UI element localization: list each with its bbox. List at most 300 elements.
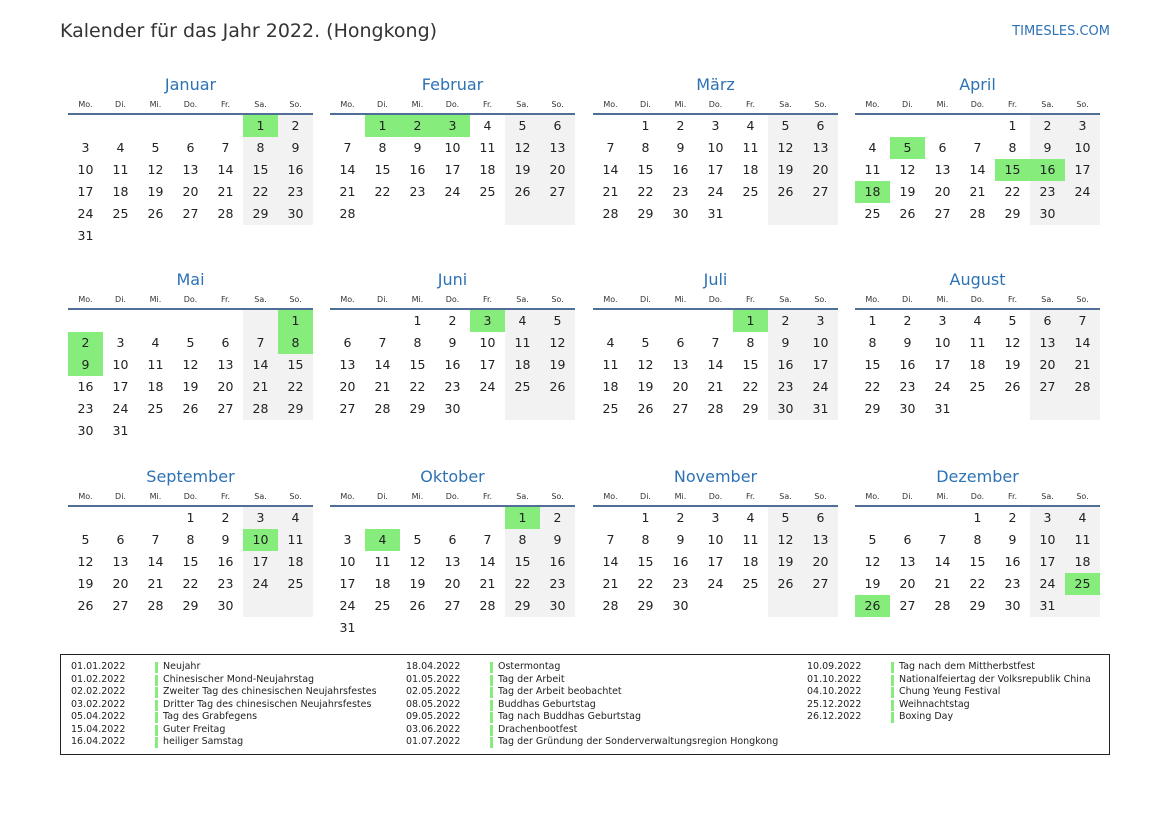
day-cell: 30 — [672, 598, 689, 613]
weekday-label: Di. — [902, 295, 913, 304]
weekday-label: Mo. — [78, 100, 93, 109]
day-cell: 24 — [112, 401, 129, 416]
legend-marker — [155, 712, 158, 723]
day-cell: 3 — [256, 510, 265, 525]
holiday-day: 8 — [278, 332, 313, 354]
day-cell: 4 — [746, 118, 755, 133]
day-cell: 30 — [549, 598, 566, 613]
day-cell: 17 — [1039, 554, 1056, 569]
day-cell: 8 — [256, 140, 265, 155]
day-cell: 25 — [969, 379, 986, 394]
day-cell: 22 — [252, 184, 269, 199]
weekday-label: Do. — [970, 100, 985, 109]
day-cell: 20 — [672, 379, 689, 394]
day-cell: 23 — [1039, 184, 1056, 199]
day-cell: 15 — [182, 554, 199, 569]
weekday-label: Mo. — [603, 100, 618, 109]
day-cell: 8 — [1008, 140, 1017, 155]
weekday-label: Mi. — [149, 492, 162, 501]
month-september — [68, 467, 313, 657]
day-cell: 13 — [444, 554, 461, 569]
day-cell: 7 — [151, 532, 160, 547]
day-cell: 6 — [116, 532, 125, 547]
legend-date: 01.05.2022 — [406, 673, 461, 685]
day-cell: 3 — [116, 335, 125, 350]
day-cell: 13 — [672, 357, 689, 372]
day-cell: 31 — [77, 228, 94, 243]
day-cell: 28 — [147, 598, 164, 613]
day-cell: 4 — [116, 140, 125, 155]
day-cell: 22 — [637, 576, 654, 591]
day-cell: 26 — [514, 184, 531, 199]
month-juni — [330, 270, 575, 460]
day-cell: 18 — [742, 162, 759, 177]
day-cell: 25 — [864, 206, 881, 221]
day-cell: 21 — [339, 184, 356, 199]
day-cell: 3 — [938, 313, 947, 328]
day-cell: 15 — [969, 554, 986, 569]
day-cell: 12 — [777, 140, 794, 155]
day-cell: 19 — [1004, 357, 1021, 372]
day-cell: 13 — [1039, 335, 1056, 350]
day-cell: 16 — [777, 357, 794, 372]
day-cell: 15 — [637, 554, 654, 569]
day-cell: 5 — [518, 118, 527, 133]
day-cell: 10 — [339, 554, 356, 569]
day-cell: 11 — [479, 140, 496, 155]
day-cell: 26 — [549, 379, 566, 394]
day-cell: 6 — [938, 140, 947, 155]
brand-link[interactable]: TIMESLES.COM — [1012, 24, 1110, 39]
weekday-label: So. — [551, 295, 564, 304]
day-cell: 4 — [151, 335, 160, 350]
month-juli — [593, 270, 838, 460]
day-cell: 27 — [444, 598, 461, 613]
day-cell: 1 — [641, 118, 650, 133]
day-cell: 19 — [777, 554, 794, 569]
holiday-day: 2 — [400, 115, 435, 137]
day-cell: 6 — [676, 335, 685, 350]
day-cell: 15 — [287, 357, 304, 372]
day-cell: 22 — [637, 184, 654, 199]
day-cell: 9 — [553, 532, 562, 547]
day-cell: 26 — [899, 206, 916, 221]
day-cell: 15 — [514, 554, 531, 569]
day-cell: 11 — [514, 335, 531, 350]
day-cell: 13 — [217, 357, 234, 372]
weekday-label: Di. — [115, 100, 126, 109]
weekday-label: Mi. — [936, 295, 949, 304]
day-cell: 19 — [77, 576, 94, 591]
day-cell: 28 — [969, 206, 986, 221]
day-cell: 12 — [637, 357, 654, 372]
day-cell: 7 — [606, 140, 615, 155]
weekday-label: Di. — [640, 100, 651, 109]
day-cell: 29 — [969, 598, 986, 613]
weekday-label: Mo. — [865, 492, 880, 501]
weekday-label: Sa. — [1041, 492, 1054, 501]
day-cell: 25 — [602, 401, 619, 416]
day-cell: 25 — [742, 184, 759, 199]
weekday-label: Mi. — [936, 100, 949, 109]
day-cell: 3 — [81, 140, 90, 155]
day-cell: 20 — [112, 576, 129, 591]
day-cell: 14 — [252, 357, 269, 372]
day-cell: 12 — [514, 140, 531, 155]
legend-name: Tag der Arbeit — [498, 673, 565, 685]
weekday-label: So. — [289, 295, 302, 304]
weekday-label: So. — [1076, 492, 1089, 501]
weekday-label: Sa. — [254, 295, 267, 304]
weekday-label: Mo. — [340, 295, 355, 304]
day-cell: 3 — [711, 118, 720, 133]
day-cell: 7 — [1078, 313, 1087, 328]
legend-date: 01.02.2022 — [71, 673, 126, 685]
day-cell: 19 — [637, 379, 654, 394]
legend-date: 25.12.2022 — [807, 698, 862, 710]
day-cell: 30 — [1039, 206, 1056, 221]
day-cell: 27 — [672, 401, 689, 416]
day-cell: 28 — [339, 206, 356, 221]
day-cell: 16 — [1004, 554, 1021, 569]
month-februar — [330, 75, 575, 265]
weekday-label: Mo. — [865, 100, 880, 109]
day-cell: 7 — [483, 532, 492, 547]
day-cell: 21 — [707, 379, 724, 394]
weekday-label: Sa. — [254, 100, 267, 109]
legend-name: Dritter Tag des chinesischen Neujahrsfestes — [163, 698, 372, 710]
day-cell: 12 — [77, 554, 94, 569]
day-cell: 19 — [182, 379, 199, 394]
day-cell: 29 — [637, 598, 654, 613]
day-cell: 14 — [602, 162, 619, 177]
day-cell: 2 — [1008, 510, 1017, 525]
day-cell: 21 — [1074, 357, 1091, 372]
day-cell: 17 — [707, 162, 724, 177]
month-april — [855, 75, 1100, 265]
day-cell: 9 — [221, 532, 230, 547]
weekday-label: Fr. — [482, 492, 493, 501]
weekday-label: Do. — [708, 100, 723, 109]
day-cell: 22 — [864, 379, 881, 394]
weekday-label: Do. — [183, 295, 198, 304]
day-cell: 4 — [606, 335, 615, 350]
day-cell: 29 — [742, 401, 759, 416]
day-cell: 4 — [746, 510, 755, 525]
day-cell: 12 — [409, 554, 426, 569]
legend-date: 05.04.2022 — [71, 711, 126, 722]
day-cell: 31 — [112, 423, 129, 438]
day-cell: 3 — [816, 313, 825, 328]
day-cell: 21 — [217, 184, 234, 199]
day-cell: 14 — [707, 357, 724, 372]
legend-name: Boxing Day — [899, 711, 954, 722]
day-cell: 5 — [781, 510, 790, 525]
month-name: Oktober — [420, 467, 485, 486]
legend-name: Tag nach dem Mittherbstfest — [899, 661, 1035, 672]
day-cell: 3 — [1078, 118, 1087, 133]
day-cell: 20 — [217, 379, 234, 394]
legend-marker — [490, 662, 493, 673]
legend-name: Chung Yeung Festival — [899, 686, 1001, 697]
day-cell: 19 — [899, 184, 916, 199]
day-cell: 8 — [186, 532, 195, 547]
day-cell: 28 — [602, 598, 619, 613]
legend-marker — [155, 725, 158, 736]
day-cell: 23 — [77, 401, 94, 416]
day-cell: 20 — [1039, 357, 1056, 372]
day-cell: 22 — [182, 576, 199, 591]
month-dezember — [855, 467, 1100, 657]
day-cell: 16 — [217, 554, 234, 569]
day-cell: 3 — [711, 510, 720, 525]
day-cell: 14 — [602, 554, 619, 569]
day-cell: 12 — [864, 554, 881, 569]
day-cell: 5 — [413, 532, 422, 547]
day-cell: 24 — [707, 184, 724, 199]
day-cell: 18 — [969, 357, 986, 372]
day-cell: 8 — [413, 335, 422, 350]
day-cell: 25 — [287, 576, 304, 591]
day-cell: 29 — [409, 401, 426, 416]
day-cell: 14 — [374, 357, 391, 372]
day-cell: 13 — [812, 532, 829, 547]
legend-date: 18.04.2022 — [406, 661, 461, 672]
day-cell: 12 — [182, 357, 199, 372]
weekday-label: Di. — [377, 295, 388, 304]
day-cell: 23 — [777, 379, 794, 394]
weekday-label: Mi. — [411, 295, 424, 304]
day-cell: 23 — [287, 184, 304, 199]
day-cell: 17 — [444, 162, 461, 177]
legend-marker — [490, 737, 493, 748]
legend-marker — [891, 712, 894, 723]
day-cell: 17 — [707, 554, 724, 569]
day-cell: 30 — [899, 401, 916, 416]
day-cell: 18 — [514, 357, 531, 372]
day-cell: 6 — [1043, 313, 1052, 328]
day-cell: 19 — [409, 576, 426, 591]
legend-date: 01.07.2022 — [406, 736, 461, 747]
day-cell: 22 — [374, 184, 391, 199]
legend-date: 01.01.2022 — [71, 661, 126, 672]
day-cell: 29 — [1004, 206, 1021, 221]
weekday-label: Fr. — [1007, 492, 1018, 501]
weekday-label: Mo. — [603, 492, 618, 501]
day-cell: 27 — [217, 401, 234, 416]
weekday-label: Fr. — [745, 295, 756, 304]
day-cell: 17 — [252, 554, 269, 569]
day-cell: 4 — [483, 118, 492, 133]
day-cell: 24 — [1039, 576, 1056, 591]
day-cell: 18 — [112, 184, 129, 199]
day-cell: 27 — [934, 206, 951, 221]
day-cell: 3 — [1043, 510, 1052, 525]
day-cell: 22 — [287, 379, 304, 394]
day-cell: 11 — [742, 532, 759, 547]
legend-marker — [155, 675, 158, 686]
day-cell: 24 — [444, 184, 461, 199]
day-cell: 13 — [549, 140, 566, 155]
day-cell: 27 — [812, 576, 829, 591]
day-cell: 5 — [151, 140, 160, 155]
day-cell: 7 — [973, 140, 982, 155]
day-cell: 5 — [553, 313, 562, 328]
weekday-label: Mo. — [340, 492, 355, 501]
day-cell: 15 — [742, 357, 759, 372]
day-cell: 14 — [969, 162, 986, 177]
weekday-label: Mo. — [78, 295, 93, 304]
day-cell: 24 — [339, 598, 356, 613]
legend-name: Drachenbootfest — [498, 723, 578, 735]
day-cell: 16 — [899, 357, 916, 372]
day-cell: 30 — [77, 423, 94, 438]
weekday-label: Sa. — [779, 492, 792, 501]
day-cell: 26 — [777, 184, 794, 199]
day-cell: 14 — [1074, 335, 1091, 350]
day-cell: 25 — [374, 598, 391, 613]
day-cell: 16 — [549, 554, 566, 569]
legend-date: 03.06.2022 — [406, 723, 461, 735]
day-cell: 27 — [1039, 379, 1056, 394]
day-cell: 4 — [518, 313, 527, 328]
day-cell: 17 — [77, 184, 94, 199]
day-cell: 10 — [112, 357, 129, 372]
legend-name: Tag der Gründung der Sonderverwaltungsregion Hongkong — [498, 736, 779, 747]
day-cell: 19 — [147, 184, 164, 199]
weekday-label: Mi. — [149, 100, 162, 109]
day-cell: 1 — [186, 510, 195, 525]
day-cell: 25 — [742, 576, 759, 591]
day-cell: 28 — [479, 598, 496, 613]
day-cell: 18 — [479, 162, 496, 177]
day-cell: 4 — [868, 140, 877, 155]
day-cell: 12 — [1004, 335, 1021, 350]
day-cell: 18 — [287, 554, 304, 569]
day-cell: 1 — [1008, 118, 1017, 133]
legend-date: 09.05.2022 — [406, 711, 461, 722]
month-name: September — [146, 467, 235, 486]
day-cell: 9 — [413, 140, 422, 155]
day-cell: 8 — [868, 335, 877, 350]
month-name: März — [696, 75, 735, 94]
day-cell: 27 — [549, 184, 566, 199]
month-name: Juni — [437, 270, 468, 289]
legend-date: 04.10.2022 — [807, 686, 862, 697]
day-cell: 29 — [287, 401, 304, 416]
day-cell: 30 — [444, 401, 461, 416]
day-cell: 29 — [182, 598, 199, 613]
day-cell: 20 — [812, 554, 829, 569]
weekday-label: Do. — [708, 492, 723, 501]
day-cell: 19 — [777, 162, 794, 177]
weekday-label: Do. — [970, 295, 985, 304]
day-cell: 10 — [444, 140, 461, 155]
day-cell: 24 — [934, 379, 951, 394]
day-cell: 26 — [77, 598, 94, 613]
day-cell: 20 — [549, 162, 566, 177]
weekday-label: Sa. — [516, 295, 529, 304]
month-name: Mai — [176, 270, 205, 289]
weekday-label: Fr. — [482, 295, 493, 304]
day-cell: 11 — [602, 357, 619, 372]
day-cell: 27 — [899, 598, 916, 613]
day-cell: 27 — [112, 598, 129, 613]
day-cell: 21 — [934, 576, 951, 591]
weekday-label: So. — [1076, 100, 1089, 109]
day-cell: 25 — [514, 379, 531, 394]
day-cell: 13 — [112, 554, 129, 569]
weekday-label: So. — [551, 492, 564, 501]
legend-marker — [490, 712, 493, 723]
day-cell: 26 — [409, 598, 426, 613]
day-cell: 2 — [676, 510, 685, 525]
day-cell: 23 — [672, 576, 689, 591]
day-cell: 17 — [339, 576, 356, 591]
day-cell: 22 — [1004, 184, 1021, 199]
day-cell: 28 — [217, 206, 234, 221]
weekday-label: Mo. — [865, 295, 880, 304]
holiday-day: 3 — [435, 115, 470, 137]
day-cell: 7 — [711, 335, 720, 350]
day-cell: 9 — [1008, 532, 1017, 547]
day-cell: 11 — [1074, 532, 1091, 547]
legend-date: 08.05.2022 — [406, 698, 461, 710]
day-cell: 13 — [934, 162, 951, 177]
weekday-label: Do. — [445, 100, 460, 109]
weekday-label: Mi. — [674, 492, 687, 501]
day-cell: 6 — [343, 335, 352, 350]
day-cell: 1 — [973, 510, 982, 525]
day-cell: 31 — [812, 401, 829, 416]
day-cell: 5 — [81, 532, 90, 547]
legend-marker — [155, 662, 158, 673]
holiday-day: 5 — [890, 137, 925, 159]
holiday-day: 18 — [855, 181, 890, 203]
day-cell: 10 — [812, 335, 829, 350]
weekday-label: Do. — [445, 295, 460, 304]
holiday-day: 2 — [68, 332, 103, 354]
weekday-label: Mi. — [674, 100, 687, 109]
day-cell: 28 — [1074, 379, 1091, 394]
day-cell: 17 — [812, 357, 829, 372]
day-cell: 23 — [899, 379, 916, 394]
month-januar — [68, 75, 313, 265]
weekday-label: Fr. — [220, 100, 231, 109]
day-cell: 6 — [553, 118, 562, 133]
day-cell: 10 — [707, 140, 724, 155]
day-cell: 27 — [812, 184, 829, 199]
legend-name: Buddhas Geburtstag — [498, 698, 596, 710]
legend-marker — [891, 700, 894, 711]
legend-marker — [155, 737, 158, 748]
holiday-day: 1 — [733, 310, 768, 332]
holiday-day: 1 — [278, 310, 313, 332]
legend-name: Nationalfeiertag der Volksrepublik China — [899, 673, 1091, 685]
day-cell: 8 — [641, 140, 650, 155]
day-cell: 24 — [812, 379, 829, 394]
legend-date: 02.05.2022 — [406, 686, 461, 697]
day-cell: 25 — [147, 401, 164, 416]
day-cell: 22 — [969, 576, 986, 591]
month-name: November — [673, 467, 758, 486]
day-cell: 7 — [221, 140, 230, 155]
day-cell: 3 — [343, 532, 352, 547]
day-cell: 7 — [938, 532, 947, 547]
day-cell: 31 — [1039, 598, 1056, 613]
day-cell: 21 — [602, 576, 619, 591]
day-cell: 20 — [444, 576, 461, 591]
